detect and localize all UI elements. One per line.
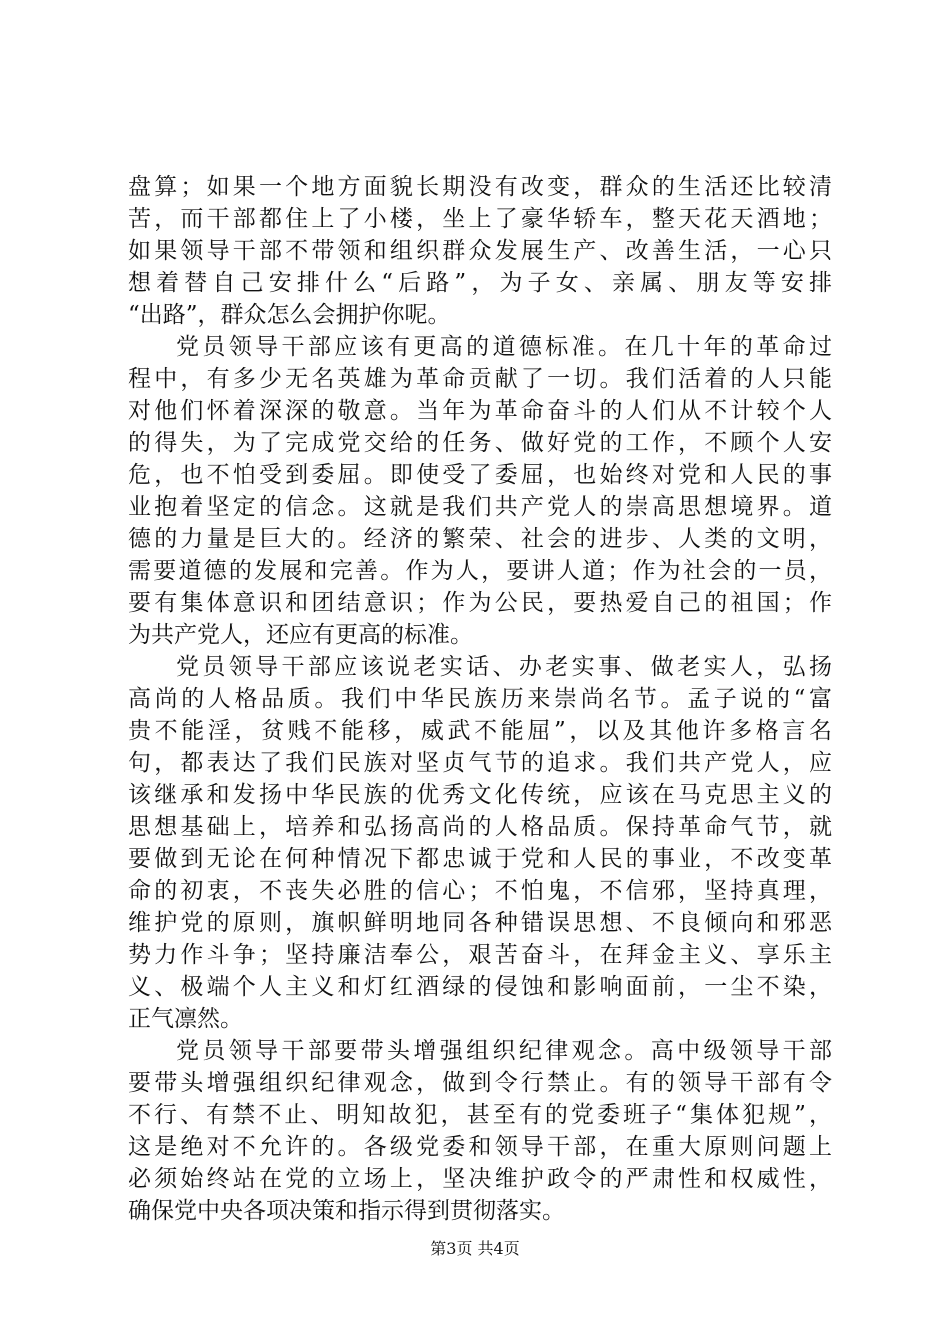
text-line: 要做到无论在何种情况下都忠诚于党和人民的事业，不改变革	[128, 846, 832, 872]
text-line: 业抱着坚定的信念。这就是我们共产党人的崇高思想境界。道	[128, 494, 832, 520]
paragraph	[128, 171, 832, 331]
text-line: “出路”，群众怎么会拥护你呢。	[128, 302, 451, 328]
paragraph	[128, 651, 832, 1035]
page-number: 第3页 共4页	[430, 1239, 520, 1258]
text-line: 想着替自己安排什么“后路”，为子女、亲属、朋友等安排	[128, 270, 832, 296]
text-line: 正气凛然。	[128, 1006, 243, 1032]
text-line: 盘算；如果一个地方面貌长期没有改变，群众的生活还比较清	[128, 174, 832, 200]
text-line: 势力作斗争；坚持廉洁奉公，艰苦奋斗，在拜金主义、享乐主	[128, 942, 832, 968]
text-line: 为共产党人，还应有更高的标准。	[128, 622, 473, 648]
text-line: 义、极端个人主义和灯红酒绿的侵蚀和影响面前，一尘不染，	[128, 974, 832, 1000]
text-line: 必须始终站在党的立场上，坚决维护政令的严肃性和权威性，	[128, 1166, 832, 1192]
text-line: 需要道德的发展和完善。作为人，要讲人道；作为社会的一员，	[128, 558, 832, 584]
text-line: 党员领导干部应该有更高的道德标准。在几十年的革命过	[176, 334, 832, 360]
text-line: 苦，而干部都住上了小楼，坐上了豪华轿车，整天花天酒地；	[128, 206, 832, 232]
text-line: 党员领导干部应该说老实话、办老实事、做老实人，弘扬	[176, 654, 832, 680]
paragraph	[128, 331, 832, 651]
paragraph	[128, 1035, 832, 1227]
text-line: 不行、有禁不止、明知故犯，甚至有的党委班子“集体犯规”，	[128, 1102, 832, 1128]
text-line: 高尚的人格品质。我们中华民族历来崇尚名节。孟子说的“富	[128, 686, 832, 712]
text-line: 确保党中央各项决策和指示得到贯彻落实。	[128, 1198, 565, 1224]
text-line: 党员领导干部要带头增强组织纪律观念。高中级领导干部	[176, 1038, 832, 1064]
text-line: 的得失，为了完成党交给的任务、做好党的工作，不顾个人安	[128, 430, 832, 456]
text-line: 这是绝对不允许的。各级党委和领导干部，在重大原则问题上	[128, 1134, 832, 1160]
text-line: 对他们怀着深深的敬意。当年为革命奋斗的人们从不计较个人	[128, 398, 832, 424]
text-line: 该继承和发扬中华民族的优秀文化传统，应该在马克思主义的	[128, 782, 832, 808]
text-line: 思想基础上，培养和弘扬高尚的人格品质。保持革命气节，就	[128, 814, 832, 840]
text-line: 维护党的原则，旗帜鲜明地同各种错误思想、不良倾向和邪恶	[128, 910, 832, 936]
text-line: 程中，有多少无名英雄为革命贡献了一切。我们活着的人只能	[128, 366, 832, 392]
text-line: 德的力量是巨大的。经济的繁荣、社会的进步、人类的文明，	[128, 526, 832, 552]
text-line: 如果领导干部不带领和组织群众发展生产、改善生活，一心只	[128, 238, 832, 264]
text-line: 要带头增强组织纪律观念，做到令行禁止。有的领导干部有令	[128, 1070, 832, 1096]
page-footer	[0, 1238, 950, 1260]
text-line: 危，也不怕受到委屈。即使受了委屈，也始终对党和人民的事	[128, 462, 832, 488]
text-line: 贵不能淫，贫贱不能移，威武不能屈”，以及其他许多格言名	[128, 718, 832, 744]
text-line: 要有集体意识和团结意识；作为公民，要热爱自己的祖国；作	[128, 590, 832, 616]
body-text	[128, 171, 832, 1227]
text-line: 句，都表达了我们民族对坚贞气节的追求。我们共产党人，应	[128, 750, 832, 776]
text-line: 命的初衷，不丧失必胜的信心；不怕鬼，不信邪，坚持真理，	[128, 878, 832, 904]
